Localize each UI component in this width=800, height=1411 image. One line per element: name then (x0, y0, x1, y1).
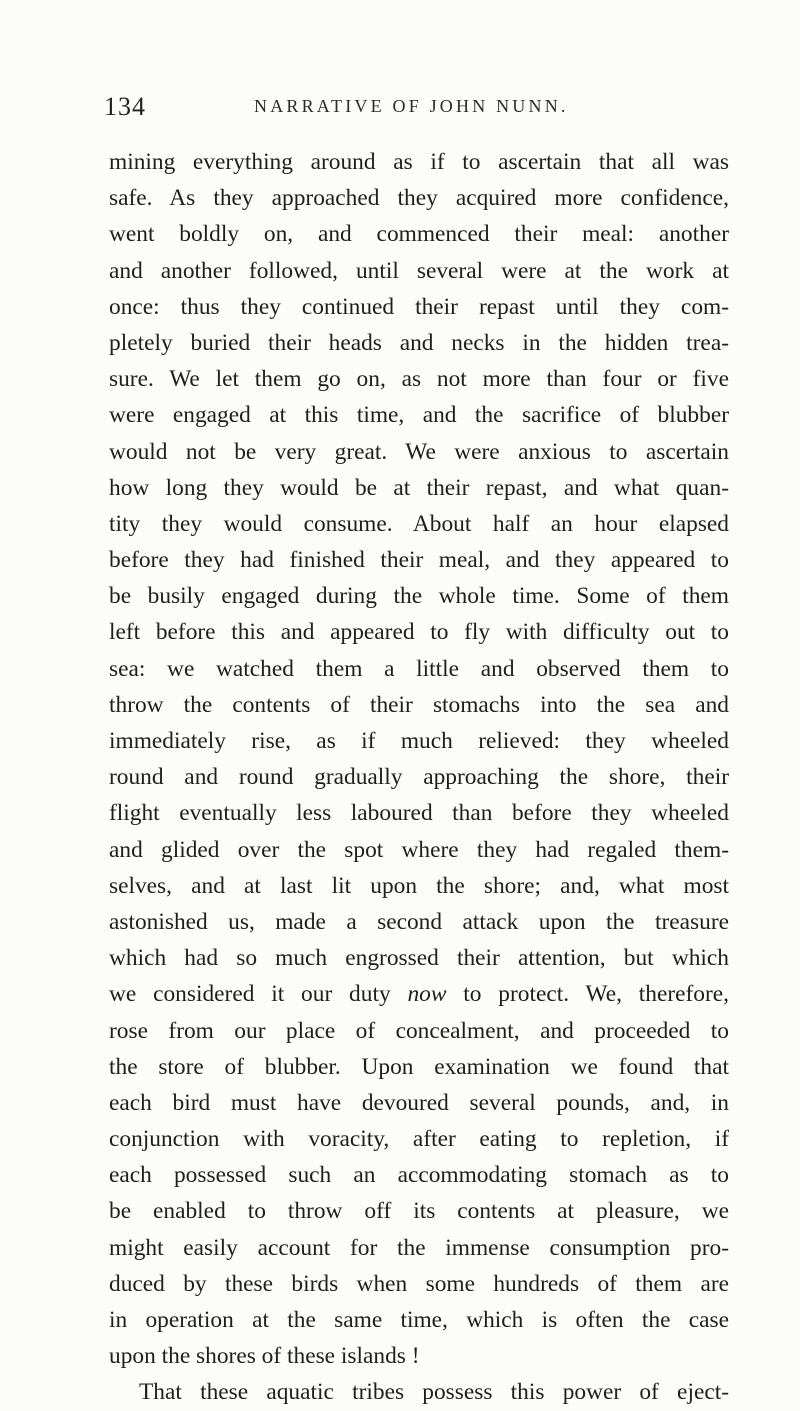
text-line: rose from our place of concealment, and proceeded to (109, 1017, 729, 1044)
text-line: That these aquatic tribes possess this power of eject- (139, 1379, 729, 1406)
text-line: once: thus they continued their repast until they com- (109, 293, 729, 320)
text-line: and glided over the spot where they had regaled them- (109, 836, 729, 863)
text-line: tity they would consume. About half an hour elapsed (109, 510, 729, 537)
text-line: conjunction with voracity, after eating to repletion, if (109, 1126, 729, 1153)
text-segment: to protect. We, therefore, (446, 981, 729, 1008)
text-line: pletely buried their heads and necks in the hidden trea- (109, 329, 729, 356)
text-line: were engaged at this time, and the sacrifice of blubber (109, 402, 729, 429)
text-line: would not be very great. We were anxious to ascertain (109, 438, 729, 465)
text-line: and another followed, until several were at the work at (109, 257, 729, 284)
text-line: how long they would be at their repast, and what quan- (109, 474, 729, 501)
text-segment: we considered it our duty (109, 981, 408, 1008)
text-line (109, 976, 729, 1012)
text-line: which had so much engrossed their attention, but which (109, 945, 729, 972)
text-line: be enabled to throw off its contents at pleasure, we (109, 1198, 729, 1225)
text-line: sea: we watched them a little and observed them to (109, 655, 729, 682)
text-line: mining everything around as if to ascertain that all was (109, 149, 729, 175)
text-line: be busily engaged during the whole time. Some of them (109, 583, 729, 610)
text-line: sure. We let them go on, as not more than four or five (109, 366, 729, 393)
text-line: duced by these birds when some hundreds of them are (109, 1270, 729, 1297)
text-line: astonished us, made a second attack upon the treasure (109, 908, 729, 935)
body-text (109, 144, 729, 1411)
text-line: selves, and at last lit upon the shore; and, what most (109, 872, 729, 899)
text-line: in operation at the same time, which is often the case (109, 1307, 729, 1333)
italic-emphasis: now (407, 981, 447, 1008)
text-line: round and round gradually approaching the shore, their (109, 764, 729, 791)
text-line: went boldly on, and commenced their meal: another (109, 221, 729, 248)
text-line: upon the shores of these islands ! (109, 1343, 420, 1370)
text-line: each bird must have devoured several pounds, and, in (109, 1089, 729, 1116)
text-line: before they had finished their meal, and they appeared to (109, 547, 729, 574)
page-number: 134 (104, 92, 146, 121)
text-line: might easily account for the immense consumption pro- (109, 1234, 729, 1261)
text-line: the store of blubber. Upon examination we found that (109, 1053, 729, 1080)
text-line: left before this and appeared to fly with difficulty out to (109, 619, 729, 646)
running-head (104, 92, 704, 122)
text-line: throw the contents of their stomachs into the sea and (109, 691, 729, 718)
text-line: immediately rise, as if much relieved: they wheeled (109, 728, 729, 754)
text-line: each possessed such an accommodating stomach as to (109, 1162, 729, 1189)
text-line: flight eventually less laboured than before they wheeled (109, 800, 729, 827)
running-title: NARRATIVE OF JOHN NUNN. (254, 96, 569, 116)
text-line: safe. As they approached they acquired more confidence, (109, 185, 729, 212)
